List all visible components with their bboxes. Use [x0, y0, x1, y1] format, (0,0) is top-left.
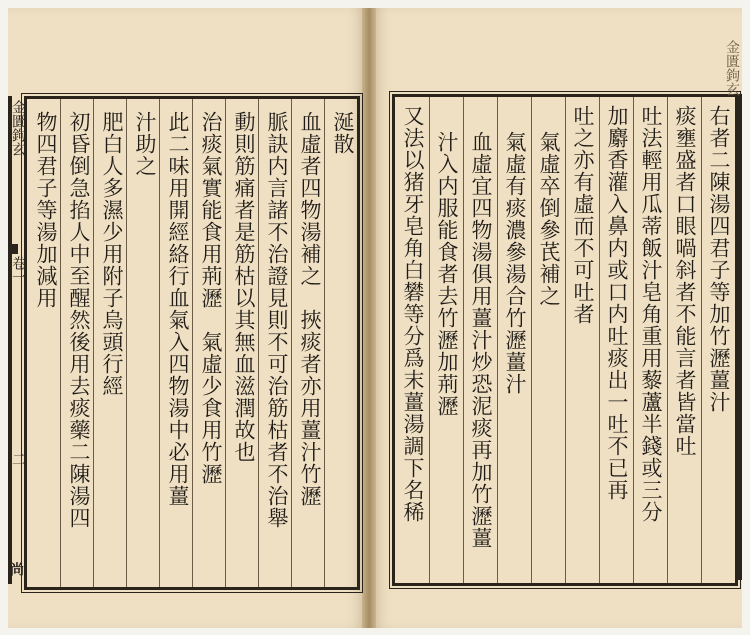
left-margin-volume: 卷一: [10, 256, 26, 284]
text-column: 痰壅盛者口眼喎斜者不能言者皆當吐: [673, 105, 697, 457]
fish-tail-ornament: [10, 244, 18, 254]
text-column: 此二味用開經絡行血氣入四物湯中必用薑: [166, 111, 190, 507]
column-rule: [126, 99, 127, 587]
left-margin-bottom: 尚: [8, 562, 24, 576]
text-column: 血虛宜四物湯俱用薑汁炒恐泥痰再加竹瀝薑: [469, 131, 493, 549]
text-column: 右者二陳湯四君子等加竹瀝薑汁: [707, 105, 731, 413]
text-column: 又法以猪牙皂角白礬等分爲末薑湯調下名稀: [401, 105, 425, 523]
text-column: 加麝香灌入鼻内或口内吐痰出一吐不已再: [605, 105, 629, 501]
column-rule: [60, 99, 61, 587]
text-column: 吐之亦有虛而不可吐者: [571, 105, 595, 325]
column-rule: [225, 99, 226, 587]
column-rule: [291, 99, 292, 587]
left-margin-page: 二: [10, 452, 26, 466]
column-rule: [258, 99, 259, 587]
column-rule: [633, 97, 634, 583]
column-rule: [599, 97, 600, 583]
column-rule: [93, 99, 94, 587]
column-rule: [192, 99, 193, 587]
left-margin-title: 金匱鉤玄: [10, 100, 26, 156]
column-rule: [497, 97, 498, 583]
book-gutter: [362, 8, 376, 628]
text-column: 物四君子等湯加減用: [34, 111, 58, 309]
column-rule: [701, 97, 702, 583]
text-column: 動則筋痛者是筋枯以其無血滋潤故也: [232, 111, 256, 463]
text-column: 治痰氣實能食用荊瀝 氣虛少食用竹瀝: [199, 111, 223, 485]
text-column: 汁入内服能食者去竹瀝加荊瀝: [435, 131, 459, 417]
text-column: 肥白人多濕少用附子烏頭行經: [100, 111, 124, 397]
text-column: 氣虛有痰濃參湯合竹瀝薑汁: [503, 131, 527, 395]
text-column: 汁助之: [133, 111, 157, 177]
text-column: 吐法輕用瓜蒂飯汁皂角重用藜蘆半錢或三分: [639, 105, 663, 523]
left-edge-rule: [8, 96, 12, 584]
right-edge-rule: [738, 94, 742, 580]
right-text-frame: [392, 94, 738, 586]
column-rule: [429, 97, 430, 583]
text-column: 氣虛卒倒參芪補之: [537, 131, 561, 307]
column-rule: [324, 99, 325, 587]
column-rule: [463, 97, 464, 583]
text-column: 初昏倒急掐人中至醒然後用去痰藥二陳湯四: [67, 111, 91, 529]
left-text-frame: [24, 96, 360, 590]
column-rule: [667, 97, 668, 583]
column-rule: [531, 97, 532, 583]
column-rule: [565, 97, 566, 583]
right-margin-top: 金匱鉤玄: [724, 40, 740, 96]
text-column: 血虛者四物湯補之 挾痰者亦用薑汁竹瀝: [298, 111, 322, 507]
text-column: 涎散: [331, 111, 355, 155]
text-column: 脈訣内言諸不治證見則不可治筋枯者不治舉: [265, 111, 289, 529]
column-rule: [159, 99, 160, 587]
